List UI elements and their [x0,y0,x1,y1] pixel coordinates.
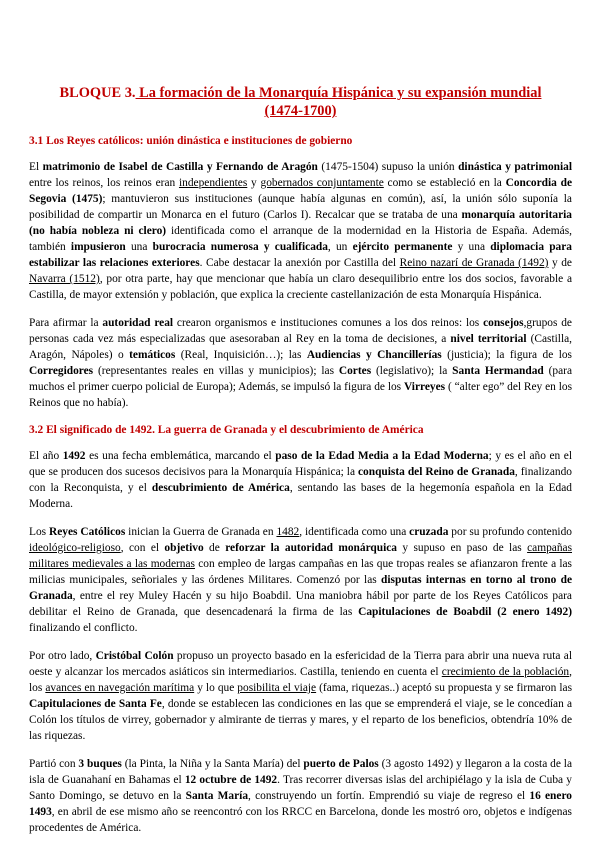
paragraph [29,315,572,411]
paragraph [29,648,572,744]
bold-text: Concordia de Segovia (1475) [29,177,573,205]
text-run: y supuso en paso de las [397,542,528,554]
text-run: de [203,542,226,554]
bold-text: autoridad real [102,317,174,329]
text-run: , construyendo un fortín. Emprendió su viaje de regreso el [248,790,530,802]
paragraph [29,756,572,836]
bold-text: matrimonio de Isabel de Castilla y Fernando de Aragón [42,161,318,173]
bold-text: dinástica y patrimonial [458,161,572,173]
bold-text: paso de la Edad Media a la Edad Moderna [275,450,489,462]
text-run: , finalizando con la Reconquista, y el [29,466,572,494]
bold-text: puerto de Palos [303,758,379,770]
text-run: , un [327,241,353,253]
paragraph [29,524,572,636]
underlined-text: 1482 [276,526,300,538]
text-run: ; mantuvieron sus instituciones (aunque había algunas en común), así, la unión sólo suponía la posibilidad de compartir un Monarca en el futuro (Carlos I). Recalcar que se trataba de una [29,193,572,221]
bold-text: Virreyes [403,381,446,393]
text-run: como se estableció en la [383,177,506,189]
document-page [29,84,572,848]
bold-text: Capitulaciones de Boabdil (2 enero 1492) [358,606,572,618]
bold-text: cruzada [409,526,449,538]
text-run: . Cabe destacar la anexión por Castilla del [199,257,400,269]
bold-text: Cristóbal Colón [95,650,174,662]
bold-text: Santa Hermandad [452,365,544,377]
bold-text: ejército permanente [352,241,453,253]
bold-text: Corregidores [29,365,94,377]
bold-text: 1492 [62,450,86,462]
bold-text: disputas internas en torno al trono de Granada [29,574,573,602]
bold-text: Capitulaciones de Santa Fe [29,698,162,710]
text-run: ,grupos de personas cada vez más especializadas que asesoraban al Rey en la toma de decisiones, a [29,317,572,345]
text-run: (1475-1504) supuso la unión [317,161,459,173]
underlined-text: campañas militares medievales a las modernas [29,542,572,570]
paragraph [29,159,572,303]
text-run: inician la Guerra de Granada en [125,526,277,538]
text-run: (la Pinta, la Niña y la Santa María) del [121,758,304,770]
paragraph [29,448,572,512]
underlined-text: Reino nazarí de Granada (1492) [399,257,549,269]
text-run: propuso un proyecto basado en la esfericidad de la Tierra para abrir una nueva ruta al oeste y alcanzar los mercados asiáticos sin intermediarios. Castilla, teniendo en cuenta el [29,650,572,678]
bold-text: Reyes Católicos [48,526,126,538]
text-run: , sentando las bases de la hegemonía española en la Edad Moderna. [29,482,572,510]
underlined-text: crecimiento de la población [441,666,570,678]
underlined-text: gobernados conjuntamente [260,177,384,189]
bold-text: 12 octubre de 1492 [184,774,278,786]
text-run: una [125,241,153,253]
section-heading-3-2: 3.2 El significado de 1492. La guerra de Granada y el descubrimiento de América [29,424,424,436]
bold-text: objetivo [164,542,204,554]
text-run: , por otra parte, hay que mencionar que había un claro desequilibrio entre los dos socios, favorable a Castilla, de mayor extensión y población, que explica la creciente castellanización de esta Monarquía Hispánica. [29,273,573,301]
text-run: ( “alter ego” del Rey en los Reinos que no había). [29,381,573,409]
bold-text: consejos [483,317,524,329]
text-run: , entre el rey Muley Hacén y su hijo Boabdil. Una maniobra hábil por parte de los Reyes Católicos para debilitar el Reino de Granada, que desencadenará la firma de las [29,590,572,618]
document-title [29,84,572,120]
bold-text: conquista del Reino de Granada [358,466,515,478]
text-run: , donde se establecen las condiciones en las que se emprenderá el viaje, se le concedían a Colón los títulos de virrey, gobernador y almirante de tierras y mares, y el reparto de los beneficios, obtendría 10% de las riquezas. [29,698,572,742]
text-run: Los [29,526,49,538]
text-run: entre los reinos, los reinos eran [29,177,179,189]
text-run: identificada como el arranque de la modernidad en la Historia de España. Además, también [29,225,573,253]
text-run: Por otro lado, [29,650,96,662]
bold-text: Santa María [185,790,249,802]
title-main: La formación de la Monarquía Hispánica y su expansión mundial [135,85,542,101]
bold-text: descubrimiento de América [151,482,290,494]
text-run: , identificada como una [299,526,410,538]
title-years: (1474-1700) [264,103,337,119]
underlined-text: ideológico-religioso [29,542,121,554]
text-run: ; y es el año en el que se producen dos sucesos decisivos para la Monarquía Hispánica; la [29,450,573,478]
text-run: El año [29,450,63,462]
text-run: (justicia); la figura de los [441,349,572,361]
text-run: crearon organismos e instituciones comunes a los dos reinos: los [173,317,484,329]
bold-text: 16 enero 1493 [29,790,572,818]
section-heading-3-1: 3.1 Los Reyes católicos: unión dinástica e instituciones de gobierno [29,135,353,147]
text-run: (representantes reales en villas y municipios); las [93,365,339,377]
bold-text: burocracia numerosa y cualificada [152,241,328,253]
text-run: (Real, Inquisición…); las [175,349,307,361]
bold-text: Audiencias y Chancillerías [306,349,442,361]
text-run: (Castilla, Aragón, Nápoles) o [29,333,573,361]
text-run: (3 agosto 1492) y llegaron a la costa de la isla de Guanahaní en Bahamas el [29,758,572,786]
text-run: , con el [120,542,165,554]
text-run: (para muchos el primer cuerpo policial de Europa); Además, se impulsó la figura de los [29,365,573,393]
text-run: Partió con [29,758,79,770]
text-run: (fama, riquezas..) aceptó su propuesta y se firmaron las [316,682,573,694]
bold-text: nivel territorial [450,333,527,345]
text-run: finalizando el conflicto. [29,622,138,634]
text-run: y de [548,257,572,269]
text-run: Para afirmar la [29,317,103,329]
underlined-text: posibilita el viaje [237,682,317,694]
text-run: es una fecha emblemática, marcando el [85,450,276,462]
text-run: con empleo de largas campañas en las que tropas reales se afianzaron frente a las milicias municipales, señoriales y las órdenes Militares. Comenzó por las [29,558,572,586]
text-run: (legislativo); la [371,365,453,377]
text-run: y [247,177,261,189]
text-run: , en abril de ese mismo año se reencontró con los RRCC en Barcelona, donde les mostró oro, objetos e indígenas procedentes de América. [29,806,572,834]
bold-text: Cortes [338,365,372,377]
underlined-text: independientes [178,177,248,189]
bold-text: diplomacia para estabilizar las relaciones exteriores [29,241,572,269]
bold-text: temáticos [129,349,176,361]
text-run: . Tras recorrer diversas islas del archipiélago y la isla de Cuba y Santo Domingo, se detuvo en la [29,774,573,802]
underlined-text: avances en navegación marítima [45,682,195,694]
text-run: por su profundo contenido [448,526,572,538]
bold-text: 3 buques [78,758,122,770]
text-run: y una [452,241,491,253]
bold-text: impusieron [70,241,126,253]
text-run: El [29,161,43,173]
text-run: , los [29,666,572,694]
underlined-text: Navarra (1512) [29,273,100,285]
bold-text: reforzar la autoridad monárquica [225,542,398,554]
bold-text: monarquía autoritaria (no había nobleza ni clero) [29,209,573,237]
text-run: y lo que [194,682,238,694]
title-prefix: BLOQUE 3. [59,85,136,101]
